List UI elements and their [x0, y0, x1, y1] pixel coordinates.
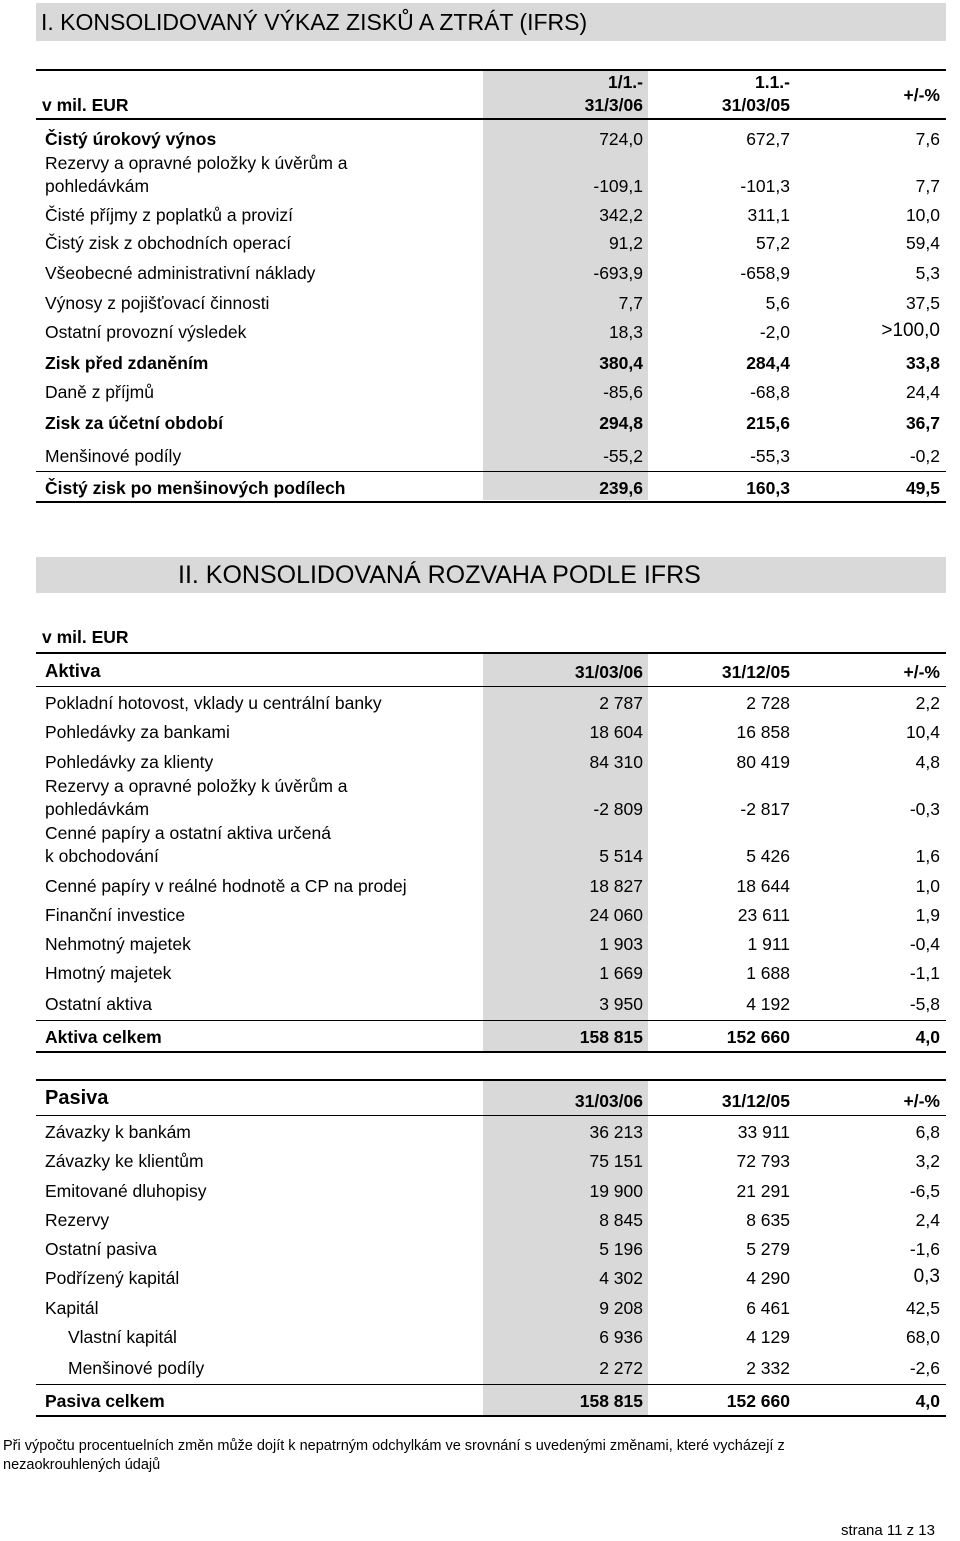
- assets-row-value-1: 24 060: [589, 905, 643, 925]
- pnl-row-value-1: -55,2: [603, 446, 643, 466]
- liabilities-row-value-2: 21 291: [736, 1181, 790, 1201]
- pnl-row-value-1: -109,1: [593, 176, 643, 196]
- pnl-row-value-2: -55,3: [750, 446, 790, 466]
- pnl-row-label: Zisk před zdaněním: [45, 353, 209, 373]
- liabilities-row-value-1: 2 272: [599, 1358, 643, 1378]
- liabilities-row-value-1: 75 151: [589, 1151, 643, 1171]
- liabilities-total-value-2: 152 660: [726, 1391, 790, 1411]
- pnl-row-label: Čistý zisk po menšinových podílech: [45, 478, 346, 498]
- assets-row-value-2: 80 419: [736, 752, 790, 772]
- pnl-row-value-1: 7,7: [618, 293, 643, 313]
- assets-row-label: Cenné papíry v reálné hodnotě a CP na prodej: [45, 876, 407, 896]
- liabilities-row-value-3: 42,5: [905, 1298, 940, 1318]
- assets-bottom-rule: [36, 1051, 946, 1053]
- liabilities-row-value-2: 8 635: [746, 1210, 790, 1230]
- liabilities-row-value-2: 2 332: [746, 1358, 790, 1378]
- assets-row-label: Finanční investice: [45, 905, 186, 925]
- balance-title: II. KONSOLIDOVANÁ ROZVAHA PODLE IFRS: [178, 561, 701, 589]
- liabilities-row-label: Ostatní pasiva: [45, 1239, 157, 1259]
- liabilities-col2-header: 31/12/05: [721, 1091, 790, 1111]
- liabilities-row-label: Emitované dluhopisy: [45, 1181, 207, 1201]
- assets-col2-header: 31/12/05: [721, 662, 790, 682]
- pnl-row-value-2: 5,6: [765, 293, 790, 313]
- liabilities-subrow-label: Vlastní kapitál: [68, 1327, 177, 1347]
- pnl-row-value-2: 215,6: [746, 413, 790, 433]
- pnl-row-value-1: -693,9: [593, 263, 643, 283]
- liabilities-row-value-1: 5 196: [599, 1239, 643, 1259]
- assets-total-label: Aktiva celkem: [45, 1027, 162, 1047]
- liabilities-row-value-1: 19 900: [589, 1181, 643, 1201]
- pnl-row-label: Menšinové podíly: [45, 446, 182, 466]
- assets-row-value-1: 2 787: [599, 693, 643, 713]
- assets-row-value-3: 1,9: [915, 905, 940, 925]
- footnote-line-1: Při výpočtu procentuelních změn může dojít k nepatrným odchylkám ve srovnání s uvedenými změnami, které vycházejí z: [3, 1438, 785, 1454]
- balance-title-banner: [36, 557, 946, 593]
- liabilities-row-value-2: 72 793: [736, 1151, 790, 1171]
- pnl-row-value-2: -68,8: [750, 382, 790, 402]
- balance-unit: v mil. EUR: [42, 627, 129, 647]
- pnl-row-value-2: 160,3: [746, 478, 790, 498]
- assets-row-value-1: 18 827: [589, 876, 643, 896]
- liabilities-row-label: Podřízený kapitál: [45, 1268, 180, 1288]
- assets-row-value-1: 1 669: [599, 963, 643, 983]
- pnl-bottom-rule: [36, 501, 946, 503]
- assets-row-value-2: 18 644: [736, 876, 790, 896]
- assets-row-label: Pokladní hotovost, vklady u centrální banky: [45, 693, 382, 713]
- assets-row-value-1: 3 950: [599, 994, 643, 1014]
- pnl-header-bottom-rule: [36, 118, 946, 120]
- liabilities-row-value-2: 6 461: [746, 1298, 790, 1318]
- assets-row-value-2: 23 611: [737, 905, 790, 925]
- liabilities-row-value-3: -2,6: [909, 1358, 940, 1378]
- pnl-col2-line2: 31/03/05: [721, 95, 790, 115]
- assets-row-label-cont: k obchodování: [45, 846, 159, 866]
- pnl-row-value-3: 33,8: [905, 353, 940, 373]
- pnl-title-banner: [36, 3, 946, 41]
- liabilities-row-label: Závazky k bankám: [45, 1122, 191, 1142]
- assets-row-value-3: 1,0: [915, 876, 940, 896]
- pnl-row-value-2: 311,1: [747, 205, 790, 225]
- assets-row-label: Rezervy a opravné položky k úvěrům a: [45, 776, 348, 796]
- assets-total-value-3: 4,0: [915, 1027, 940, 1047]
- assets-row-value-2: 2 728: [746, 693, 790, 713]
- assets-row-value-2: 1 688: [746, 963, 790, 983]
- assets-row-label-cont: pohledávkám: [45, 799, 150, 819]
- liabilities-total-value-1: 158 815: [579, 1391, 643, 1411]
- assets-row-value-3: -5,8: [909, 994, 940, 1014]
- assets-row-label: Hmotný majetek: [45, 963, 172, 983]
- assets-row-value-1: 84 310: [589, 752, 643, 772]
- pnl-col3-header: +/-%: [903, 85, 940, 105]
- assets-total-top-rule: [36, 1020, 946, 1021]
- liabilities-row-value-3: 3,2: [915, 1151, 940, 1171]
- pnl-row-value-1: 91,2: [608, 233, 643, 253]
- liabilities-total-value-3: 4,0: [915, 1391, 940, 1411]
- assets-row-value-3: 4,8: [915, 752, 940, 772]
- assets-total-value-2: 152 660: [726, 1027, 790, 1047]
- assets-col3-header: +/-%: [903, 662, 940, 682]
- footnote-line-2: nezaokrouhlených údajů: [3, 1457, 161, 1473]
- pnl-row-label: Čistý zisk z obchodních operací: [45, 233, 292, 253]
- pnl-row-label: Výnosy z pojišťovací činnosti: [45, 293, 270, 313]
- pnl-row-value-1: 380,4: [599, 353, 643, 373]
- assets-total-value-1: 158 815: [579, 1027, 643, 1047]
- liabilities-bottom-rule: [36, 1415, 946, 1417]
- liabilities-row-value-2: 5 279: [746, 1239, 790, 1259]
- assets-row-label: Cenné papíry a ostatní aktiva určená: [45, 823, 332, 843]
- assets-row-value-1: 5 514: [599, 846, 643, 866]
- liabilities-header: Pasiva: [45, 1087, 109, 1109]
- liabilities-row-label: Kapitál: [45, 1298, 99, 1318]
- liabilities-row-value-1: 36 213: [589, 1122, 643, 1142]
- assets-row-value-3: -0,4: [909, 934, 940, 954]
- page-number: strana 11 z 13: [841, 1522, 935, 1539]
- pnl-row-label: Čistý úrokový výnos: [45, 129, 217, 149]
- liabilities-row-value-3: 68,0: [905, 1327, 940, 1347]
- liabilities-total-top-rule: [36, 1384, 946, 1385]
- assets-row-value-3: 2,2: [915, 693, 940, 713]
- pnl-row-value-3: 36,7: [905, 413, 940, 433]
- liabilities-row-value-1: 4 302: [599, 1268, 643, 1288]
- assets-row-value-3: 10,4: [905, 722, 940, 742]
- pnl-col2-line1: 1.1.-: [754, 72, 790, 92]
- pnl-row-value-1: 342,2: [599, 205, 643, 225]
- liabilities-header-rule: [36, 1115, 946, 1116]
- pnl-row-value-2: 284,4: [746, 353, 790, 373]
- pnl-row-value-3: 49,5: [905, 478, 940, 498]
- assets-row-value-2: 16 858: [736, 722, 790, 742]
- pnl-row-label: Ostatní provozní výsledek: [45, 322, 247, 342]
- liabilities-row-value-2: 4 290: [746, 1268, 790, 1288]
- pnl-row-value-3: 59,4: [905, 233, 940, 253]
- liabilities-row-value-1: 8 845: [599, 1210, 643, 1230]
- assets-row-value-3: 1,6: [915, 846, 940, 866]
- pnl-header-top-rule: [36, 69, 946, 71]
- pnl-row-value-3: 7,6: [915, 129, 940, 149]
- pnl-col1-line2: 31/3/06: [584, 95, 643, 115]
- liabilities-row-value-3: -6,5: [909, 1181, 940, 1201]
- pnl-row-value-1: 724,0: [599, 129, 643, 149]
- pnl-row-value-3: >100,0: [881, 320, 940, 341]
- pnl-row-value-3: -0,2: [909, 446, 940, 466]
- assets-row-value-1: 18 604: [589, 722, 643, 742]
- pnl-row-value-3: 24,4: [905, 382, 940, 402]
- liabilities-total-label: Pasiva celkem: [45, 1391, 165, 1411]
- assets-header-rule: [36, 686, 946, 687]
- assets-row-value-2: 5 426: [746, 846, 790, 866]
- pnl-row-value-1: 18,3: [608, 322, 643, 342]
- liabilities-row-value-3: 2,4: [915, 1210, 940, 1230]
- pnl-title: I. KONSOLIDOVANÝ VÝKAZ ZISKŮ A ZTRÁT (IFRS): [41, 9, 588, 35]
- pnl-row-label: Rezervy a opravné položky k úvěrům a: [45, 153, 348, 173]
- pnl-row-value-1: 294,8: [599, 413, 643, 433]
- pnl-row-value-2: -658,9: [740, 263, 790, 283]
- assets-row-value-1: 1 903: [599, 934, 643, 954]
- assets-row-label: Pohledávky za klienty: [45, 752, 214, 772]
- assets-row-label: Ostatní aktiva: [45, 994, 152, 1014]
- pnl-row-value-3: 37,5: [905, 293, 940, 313]
- pnl-row-value-3: 5,3: [915, 263, 940, 283]
- pnl-row-label: Čisté příjmy z poplatků a provizí: [45, 205, 294, 225]
- pnl-row-value-2: -2,0: [759, 322, 790, 342]
- assets-row-value-2: -2 817: [740, 799, 790, 819]
- pnl-row-label: Všeobecné administrativní náklady: [45, 263, 316, 283]
- pnl-row-value-2: -101,3: [740, 176, 790, 196]
- liabilities-row-value-3: 0,3: [913, 1266, 940, 1287]
- pnl-row-value-3: 10,0: [905, 205, 940, 225]
- pnl-row-value-2: 672,7: [746, 129, 790, 149]
- liabilities-row-label: Rezervy: [45, 1210, 110, 1230]
- liabilities-row-label: Závazky ke klientům: [45, 1151, 204, 1171]
- liabilities-row-value-1: 9 208: [599, 1298, 643, 1318]
- liabilities-row-value-3: 6,8: [915, 1122, 940, 1142]
- liabilities-row-value-2: 4 129: [746, 1327, 790, 1347]
- assets-row-label: Pohledávky za bankami: [45, 722, 230, 742]
- assets-row-value-1: -2 809: [593, 799, 643, 819]
- liabilities-row-value-1: 6 936: [599, 1327, 643, 1347]
- pnl-row-label: Daně z příjmů: [45, 382, 154, 402]
- pnl-row-label-cont: pohledávkám: [45, 176, 150, 196]
- pnl-row-value-1: 239,6: [599, 478, 643, 498]
- liabilities-col3-header: +/-%: [903, 1091, 940, 1111]
- liabilities-col1-header: 31/03/06: [574, 1091, 643, 1111]
- assets-row-value-2: 1 911: [747, 934, 790, 954]
- assets-row-value-3: -0,3: [909, 799, 940, 819]
- pnl-total-top-rule: [36, 471, 946, 472]
- assets-row-value-2: 4 192: [746, 994, 790, 1014]
- assets-col1-header: 31/03/06: [574, 662, 643, 682]
- pnl-row-label: Zisk za účetní období: [45, 413, 223, 433]
- liabilities-subrow-label: Menšinové podíly: [68, 1358, 205, 1378]
- liabilities-row-value-3: -1,6: [909, 1239, 940, 1259]
- pnl-unit: v mil. EUR: [42, 95, 129, 115]
- liabilities-row-value-2: 33 911: [737, 1122, 790, 1142]
- pnl-row-value-2: 57,2: [755, 233, 790, 253]
- assets-row-label: Nehmotný majetek: [45, 934, 191, 954]
- assets-row-value-3: -1,1: [909, 963, 940, 983]
- assets-header: Aktiva: [45, 660, 101, 681]
- pnl-row-value-1: -85,6: [603, 382, 643, 402]
- pnl-row-value-3: 7,7: [915, 176, 940, 196]
- pnl-col1-line1: 1/1.-: [607, 72, 643, 92]
